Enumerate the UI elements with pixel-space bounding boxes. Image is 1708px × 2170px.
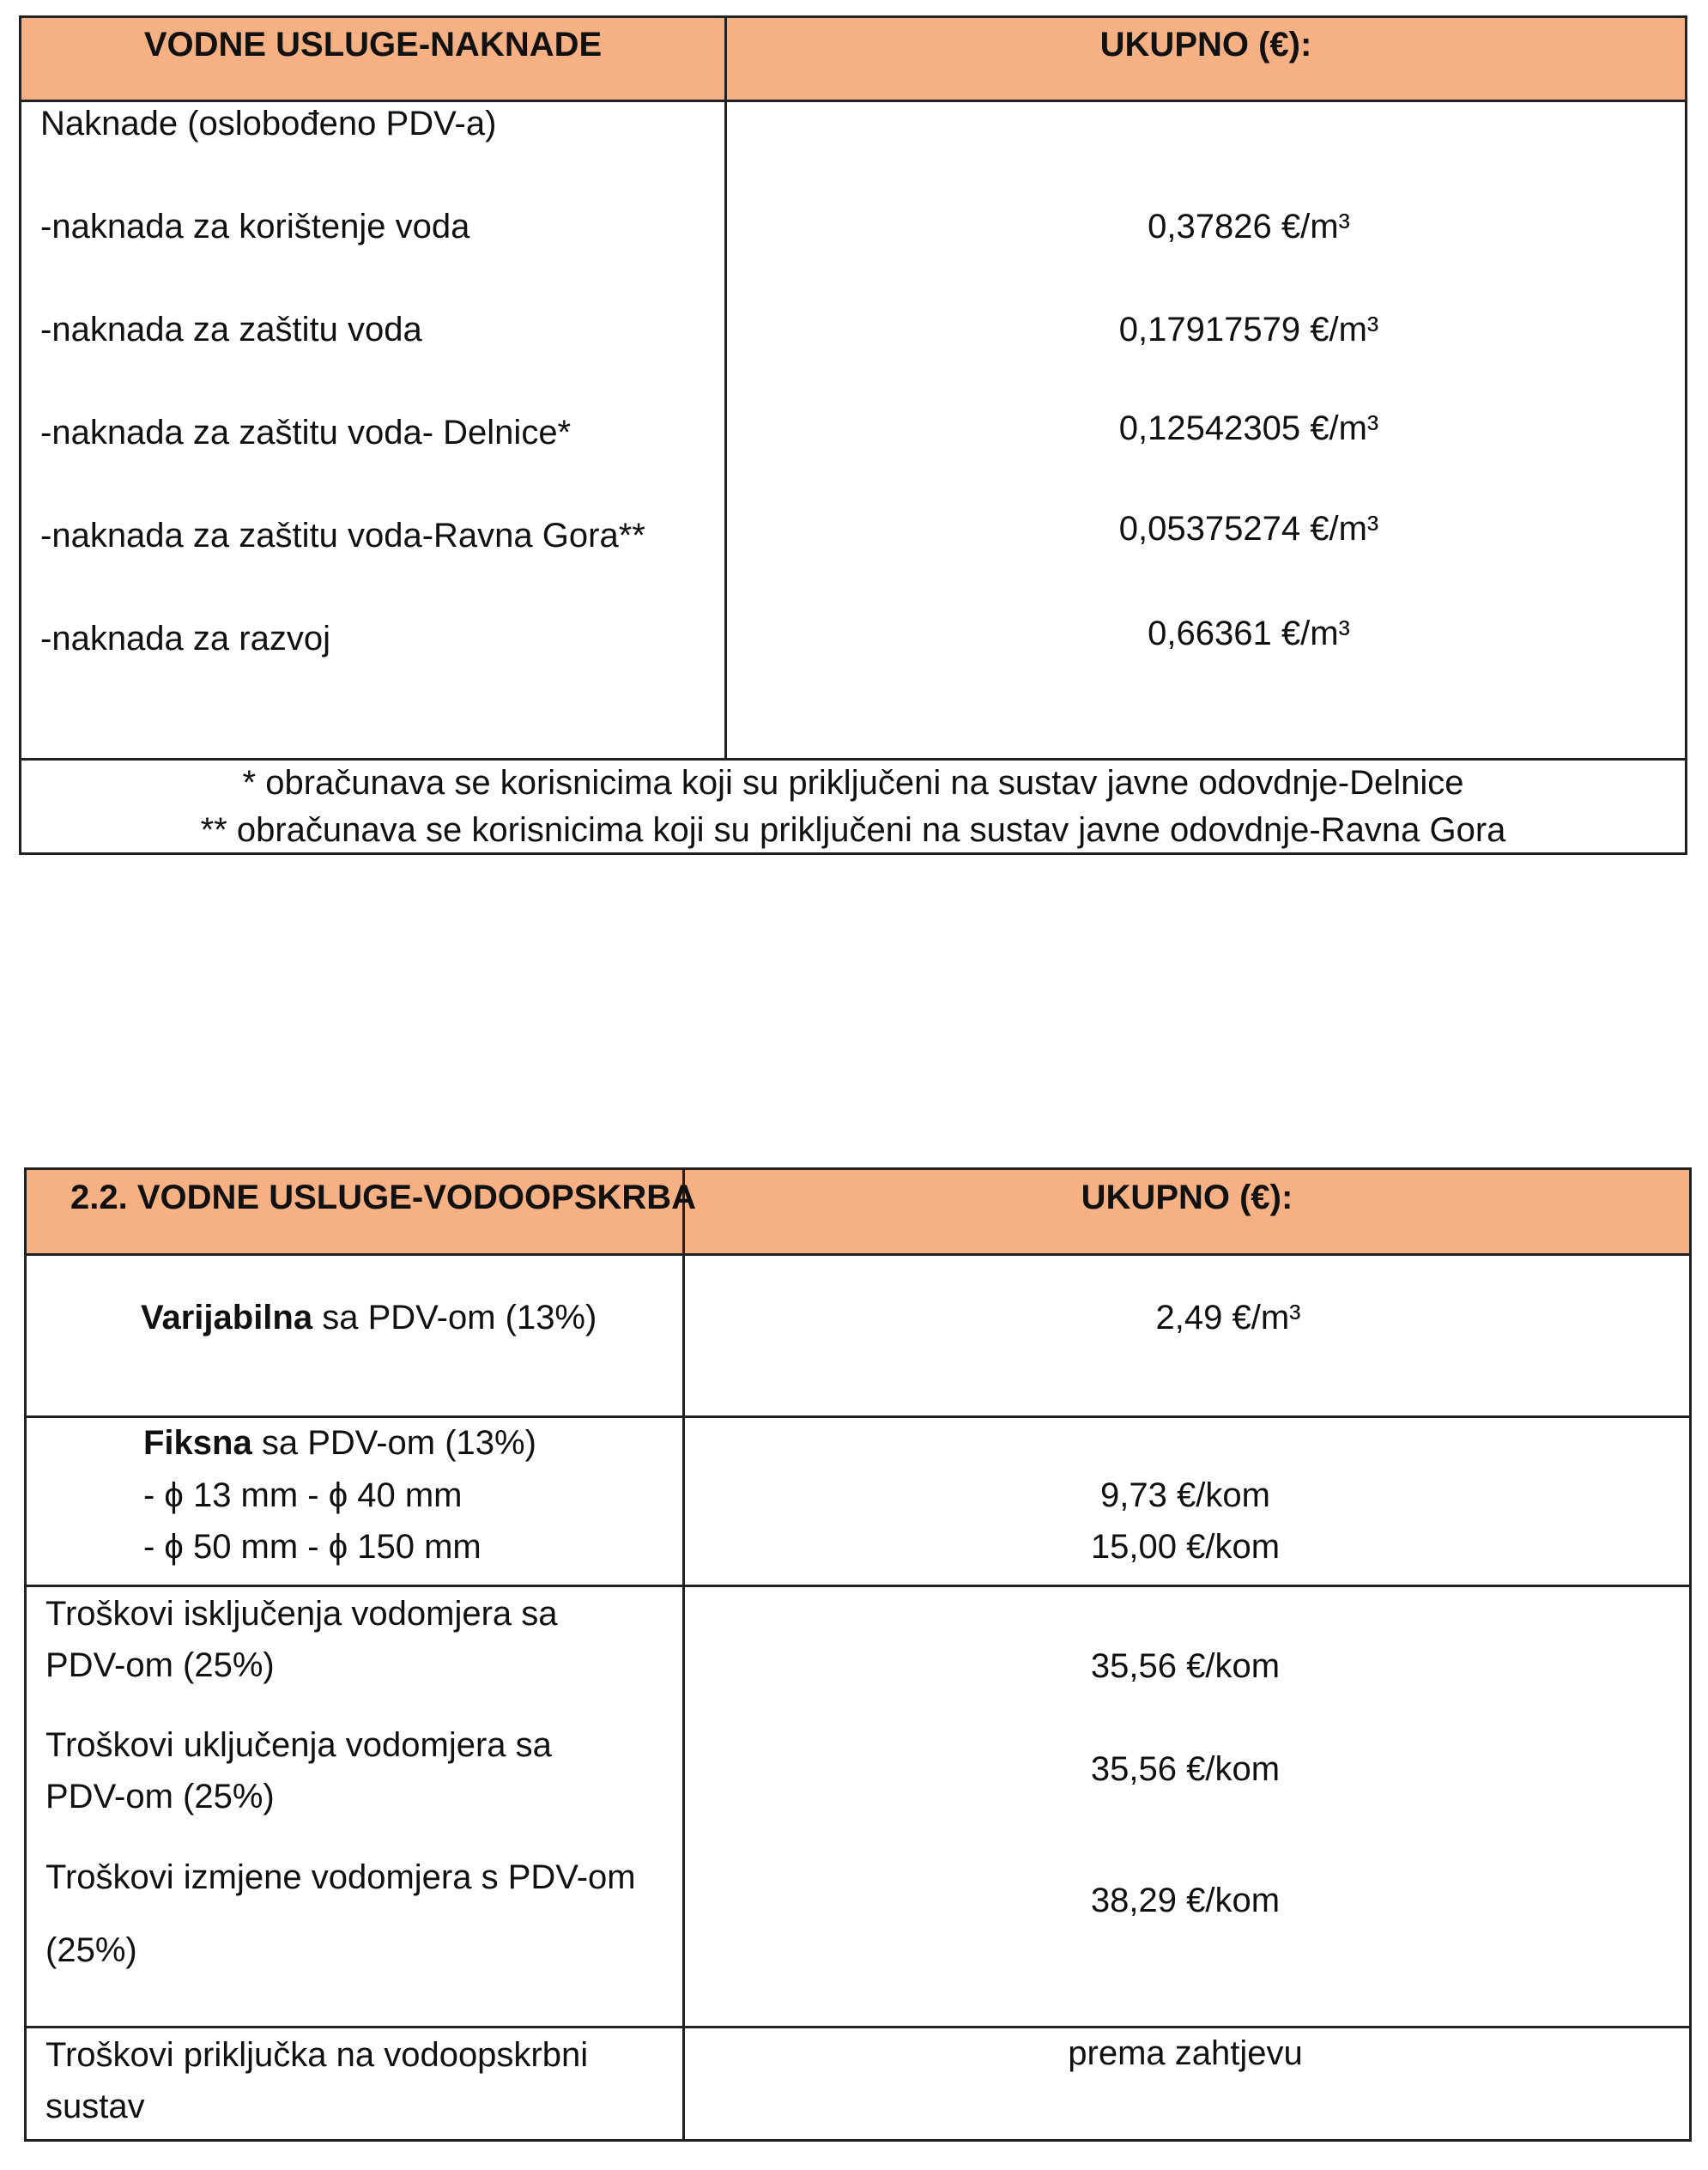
replace-cost-label-cont: (25%) [45, 1931, 137, 1969]
fee-value: 0,17917579 €/m³ [1118, 311, 1379, 349]
replace-cost-label: Troškovi izmjene vodomjera s PDV-om [45, 1858, 636, 1896]
fee-value: 0,66361 €/m³ [1148, 615, 1350, 652]
fees-header-total: UKUPNO (€): [1099, 26, 1312, 64]
fixed-price-rest: sa PDV-om (13%) [251, 1424, 536, 1462]
fixed-price-bold: Fiksna [143, 1424, 252, 1462]
fees-table [19, 15, 1687, 855]
water-supply-table [24, 1167, 1692, 2142]
fees-header-title: VODNE USLUGE-NAKNADE [143, 26, 603, 64]
fee-value: 0,05375274 €/m³ [1118, 510, 1379, 548]
disconnect-cost-label: Troškovi isključenja vodomjera sa [45, 1595, 558, 1633]
fee-value: 0,37826 €/m³ [1148, 208, 1350, 245]
fees-section-title: Naknade (oslobođeno PDV-a) [40, 105, 497, 142]
water-supply-column-divider [682, 1170, 685, 2139]
fee-value: 0,12542305 €/m³ [1118, 409, 1379, 447]
fee-label: -naknada za zaštitu voda- Delnice* [40, 414, 572, 452]
fee-label: -naknada za zaštitu voda [40, 311, 422, 349]
fixed-price-value-small: 9,73 €/kom [1100, 1476, 1270, 1514]
fees-table-column-divider [724, 18, 727, 758]
fixed-price-label [143, 1422, 536, 1464]
disconnect-cost-value: 35,56 €/kom [1090, 1647, 1281, 1685]
variable-price-rest: sa PDV-om (13%) [312, 1299, 597, 1337]
variable-price-value: 2,49 €/m³ [1155, 1299, 1301, 1337]
connection-cost-value: prema zahtjevu [1068, 2034, 1303, 2072]
variable-price-bold: Varijabilna [141, 1299, 313, 1337]
connection-cost-label-cont: sustav [45, 2088, 145, 2125]
fees-table-footnote-divider [21, 758, 1685, 761]
connect-cost-label-cont: PDV-om (25%) [45, 1778, 275, 1815]
water-supply-header-title: 2.2. VODNE USLUGE-VODOOPSKRBA [70, 1179, 697, 1216]
variable-price-label [141, 1297, 597, 1338]
disconnect-cost-label-cont: PDV-om (25%) [45, 1646, 275, 1684]
fixed-price-size-small: - ϕ 13 mm - ϕ 40 mm [143, 1476, 463, 1514]
footnote-delnice: * obračunava se korisnicima koji su priključeni na sustav javne odovdnje-Delnice [242, 764, 1464, 802]
connection-cost-label: Troškovi priključka na vodoopskrbni [45, 2036, 589, 2074]
fee-label: -naknada za zaštitu voda-Ravna Gora** [40, 517, 645, 555]
connect-cost-value: 35,56 €/kom [1090, 1750, 1281, 1788]
footnote-ravna-gora: ** obračunava se korisnicima koji su priključeni na sustav javne odovdnje-Ravna Gora [200, 811, 1506, 849]
water-supply-header-total: UKUPNO (€): [1081, 1179, 1293, 1216]
fixed-price-size-large: - ϕ 50 mm - ϕ 150 mm [143, 1528, 482, 1566]
row-divider [27, 1585, 1689, 1587]
fixed-price-value-large: 15,00 €/kom [1090, 1528, 1281, 1566]
fee-label: -naknada za korištenje voda [40, 208, 470, 245]
replace-cost-value: 38,29 €/kom [1090, 1882, 1281, 1919]
row-divider [27, 1415, 1689, 1418]
fee-label: -naknada za razvoj [40, 620, 330, 658]
row-divider [27, 2026, 1689, 2028]
connect-cost-label: Troškovi uključenja vodomjera sa [45, 1726, 552, 1764]
